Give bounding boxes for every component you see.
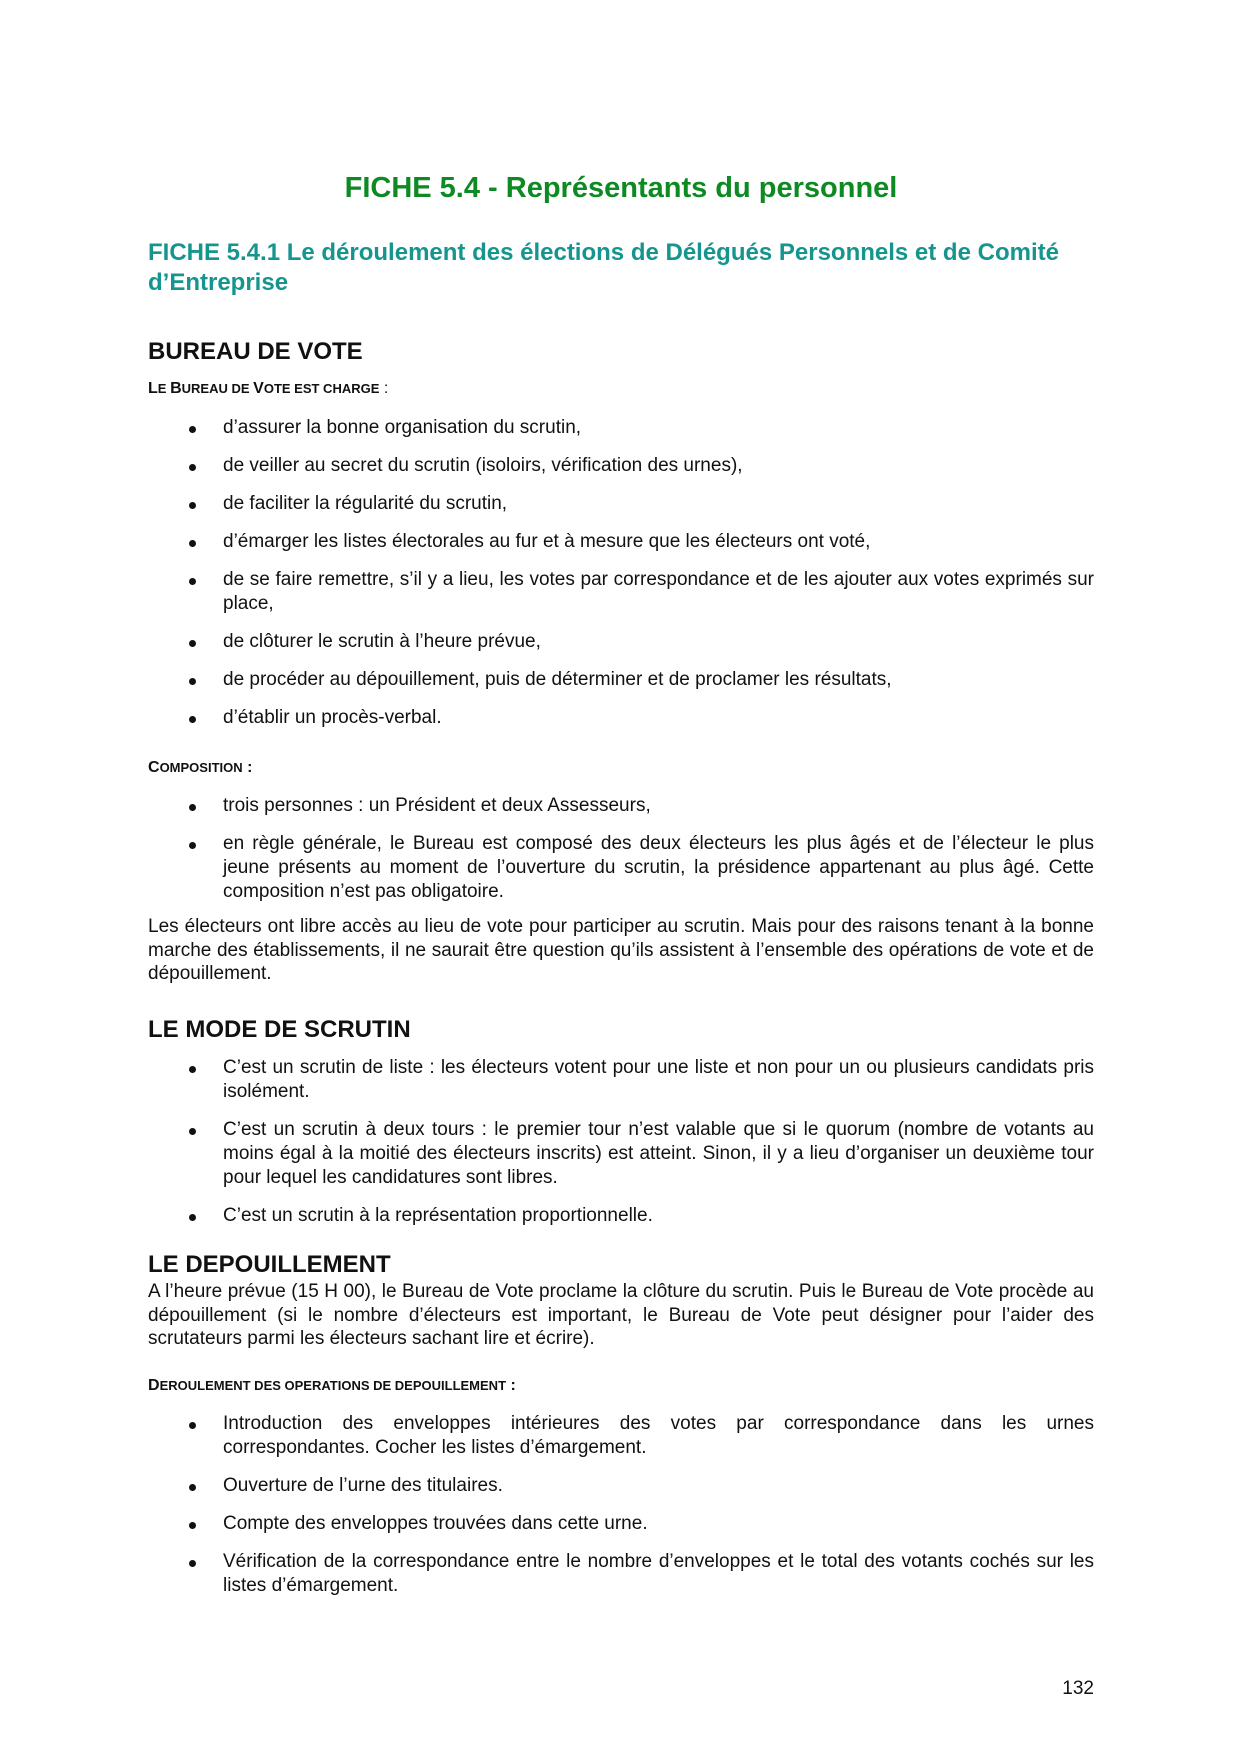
bullet-icon: [189, 1214, 196, 1221]
label-part: OMPOSITION: [159, 760, 243, 775]
label-part: E: [157, 381, 171, 396]
list-bureau-charge: [148, 416, 1094, 744]
heading-mode-de-scrutin: LE MODE DE SCRUTIN: [148, 1016, 411, 1043]
bullet-icon: [189, 842, 196, 849]
list-item: [148, 1474, 1094, 1498]
bullet-icon: [189, 1560, 196, 1567]
label-colon: :: [506, 1377, 516, 1394]
bullet-icon: [189, 1066, 196, 1073]
list-item-text: de se faire remettre, s’il y a lieu, les votes par correspondance et de les ajouter aux votes exprimés sur place,: [223, 569, 1094, 614]
list-item: [148, 706, 1094, 730]
list-item-text: Ouverture de l’urne des titulaires.: [223, 1475, 503, 1496]
list-item-text: de procéder au dépouillement, puis de déterminer et de proclamer les résultats,: [223, 669, 892, 690]
list-item-text: trois personnes : un Président et deux Assesseurs,: [223, 795, 651, 816]
label-part: OTE EST CHARGE: [263, 381, 380, 396]
list-item-text: Compte des enveloppes trouvées dans cette urne.: [223, 1513, 648, 1534]
list-item: [148, 1204, 1094, 1228]
list-item-text: Introduction des enveloppes intérieures des votes par correspondance dans les urnes correspondantes. Cocher les listes d’émargement.: [223, 1413, 1094, 1458]
list-item-text: C’est un scrutin de liste : les électeurs votent pour une liste et non pour un ou plusieurs candidats pris isolément.: [223, 1057, 1094, 1102]
bullet-icon: [189, 640, 196, 647]
list-item: [148, 668, 1094, 692]
list-item: [148, 1512, 1094, 1536]
label-part: EROULEMENT DES OPERATIONS DE DEPOUILLEMENT: [159, 1378, 507, 1393]
bullet-icon: [189, 1128, 196, 1135]
list-item: [148, 1056, 1094, 1104]
list-item-text: de clôturer le scrutin à l’heure prévue,: [223, 631, 541, 652]
list-item: [148, 454, 1094, 478]
label-bureau-charge: [148, 378, 388, 400]
list-composition: [148, 794, 1094, 918]
paragraph-libre-acces: Les électeurs ont libre accès au lieu de vote pour participer au scrutin. Mais pour des raisons tenant à la bonne marche des établissements, il ne saurait être question qu’ils assistent à l’ensemble des opérations de vote et de dépouillement.: [148, 916, 1094, 984]
heading-bureau-de-vote: BUREAU DE VOTE: [148, 338, 363, 365]
list-item-text: de faciliter la régularité du scrutin,: [223, 493, 508, 514]
label-part: UREAU DE: [181, 381, 254, 396]
bullet-icon: [189, 1422, 196, 1429]
document-page: [148, 0, 1094, 1751]
list-item: [148, 1412, 1094, 1460]
label-composition: [148, 757, 252, 779]
bullet-icon: [189, 578, 196, 585]
list-item: [148, 630, 1094, 654]
label-part: V: [253, 380, 264, 397]
label-part: D: [148, 1377, 160, 1394]
list-item: [148, 492, 1094, 516]
label-deroulement: [148, 1375, 516, 1397]
paragraph-depouillement: A l’heure prévue (15 H 00), le Bureau de Vote proclame la clôture du scrutin. Puis le Bureau de Vote procède au dépouillement (si le nombre d’électeurs est important, le Bureau de Vote peut désigner pour l’aider des scrutateurs parmi les électeurs sachant lire et écrire).: [148, 1281, 1094, 1349]
list-item-text: d’émarger les listes électorales au fur et à mesure que les électeurs ont voté,: [223, 531, 871, 552]
label-colon: :: [242, 759, 253, 776]
list-item-text: C’est un scrutin à deux tours : le premier tour n’est valable que si le quorum (nombre de votants au moins égal à la moitié des électeurs inscrits) est atteint. Sinon, il y a lieu d’organiser un deuxième tour pour lequel les candidatures sont libres.: [223, 1119, 1094, 1188]
heading-depouillement: LE DEPOUILLEMENT: [148, 1251, 391, 1278]
list-item: [148, 1118, 1094, 1190]
list-item: [148, 1550, 1094, 1598]
bullet-icon: [189, 678, 196, 685]
bullet-icon: [189, 464, 196, 471]
list-item-text: C’est un scrutin à la représentation proportionnelle.: [223, 1205, 653, 1226]
list-item-text: en règle générale, le Bureau est composé des deux électeurs les plus âgés et de l’électeur le plus jeune présents au moment de l’ouverture du scrutin, la présidence appartenant au plus âgé. Cette composition n’est pas obligatoire.: [223, 833, 1094, 902]
page-title: FICHE 5.4 - Représentants du personnel: [344, 172, 898, 204]
label-colon: :: [379, 380, 389, 397]
list-item-text: d’établir un procès-verbal.: [223, 707, 442, 728]
bullet-icon: [189, 1522, 196, 1529]
bullet-icon: [189, 502, 196, 509]
list-item-text: de veiller au secret du scrutin (isoloirs, vérification des urnes),: [223, 455, 743, 476]
label-part: C: [148, 759, 160, 776]
label-part: L: [148, 380, 158, 397]
bullet-icon: [189, 540, 196, 547]
section-subtitle: FICHE 5.4.1 Le déroulement des élections de Délégués Personnels et de Comité d’Entreprise: [148, 239, 1059, 296]
list-item: [148, 530, 1094, 554]
list-deroulement: [148, 1412, 1094, 1612]
bullet-icon: [189, 716, 196, 723]
list-item: [148, 568, 1094, 616]
list-item: [148, 832, 1094, 904]
label-part: B: [170, 380, 182, 397]
bullet-icon: [189, 804, 196, 811]
page-number: 132: [1062, 1678, 1094, 1699]
list-mode-scrutin: [148, 1056, 1094, 1242]
list-item: [148, 416, 1094, 440]
list-item-text: Vérification de la correspondance entre le nombre d’enveloppes et le total des votants cochés sur les listes d’émargement.: [223, 1551, 1094, 1596]
list-item-text: d’assurer la bonne organisation du scrutin,: [223, 417, 582, 438]
bullet-icon: [189, 1484, 196, 1491]
list-item: [148, 794, 1094, 818]
bullet-icon: [189, 426, 196, 433]
